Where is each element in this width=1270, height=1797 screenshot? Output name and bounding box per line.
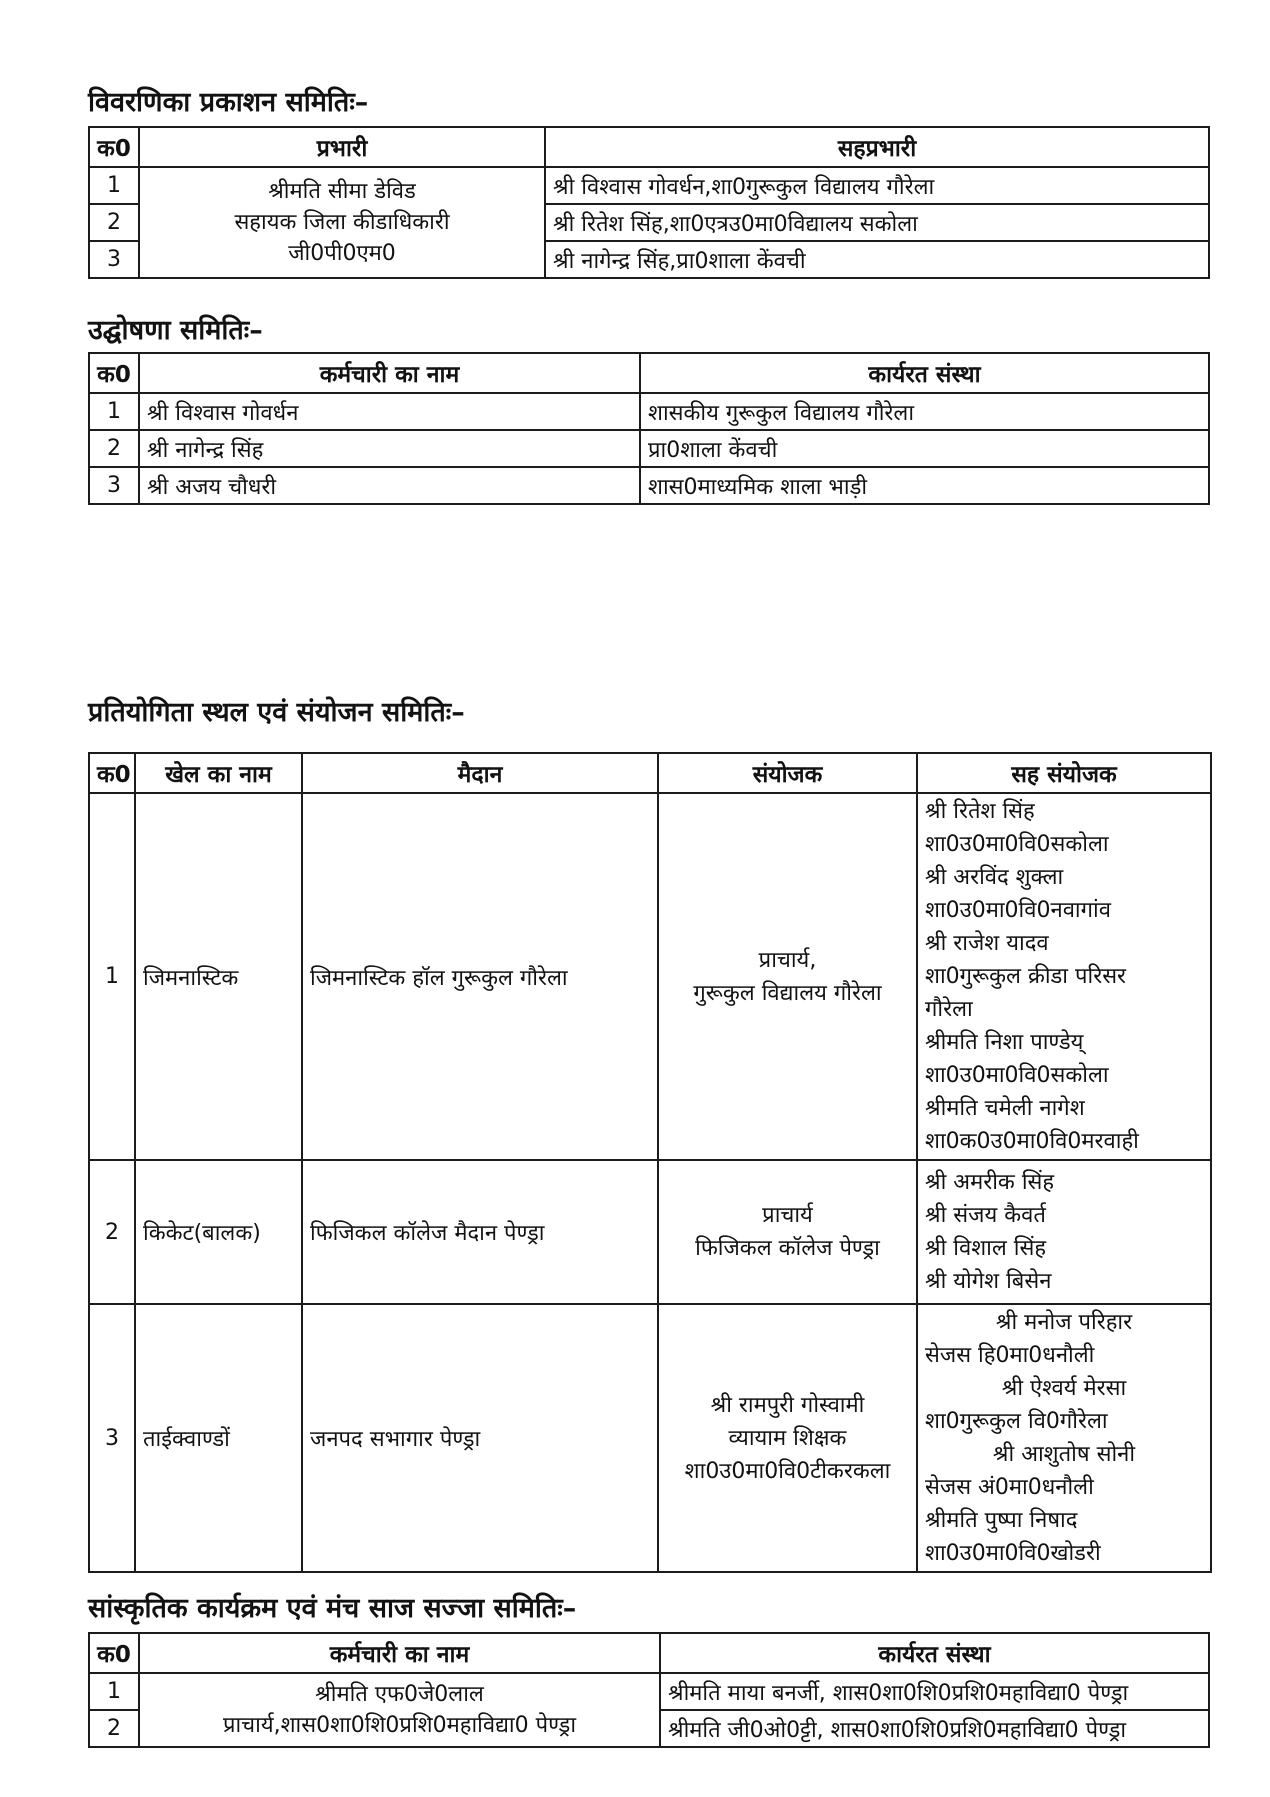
name-cell: श्री नागेन्द्र सिंह (139, 430, 640, 467)
serial-cell: 1 (89, 793, 135, 1160)
header-serial: क0 (89, 753, 135, 793)
committee2-title: उद्घोषणा समितिः– (88, 315, 263, 346)
coordinator-cell (658, 793, 917, 1160)
co-coordinator-line: शा0उ0मा0वि0सकोला (925, 832, 1109, 857)
name-cell: श्री अजय चौधरी (139, 467, 640, 504)
committee3-title: प्रतियोगिता स्थल एवं संयोजन समितिः– (88, 697, 465, 728)
game-cell: जिमनास्टिक (135, 793, 302, 1160)
serial-cell: 3 (89, 467, 139, 504)
co-coordinator-line: श्री मनोज परिहार (995, 1310, 1133, 1335)
co-coordinator-line: शा0गुरूकुल वि0गौरेला (925, 1409, 1108, 1434)
committee2-header-row (89, 353, 1209, 393)
table-row (89, 467, 1209, 504)
coordinator-line: प्राचार्य, (758, 947, 817, 973)
co-coordinator-line: शा0उ0मा0वि0खोडरी (925, 1541, 1101, 1566)
table-row (89, 1304, 1211, 1572)
institution-cell: शासकीय गुरूकुल विद्यालय गौरेला (640, 393, 1209, 430)
incharge-merged-cell (139, 167, 545, 278)
serial-cell: 3 (89, 241, 139, 278)
header-name: कर्मचारी का नाम (139, 353, 640, 393)
header-serial: क0 (89, 1633, 139, 1673)
header-institution: कार्यरत संस्था (660, 1633, 1209, 1673)
committee1-table (88, 126, 1210, 279)
table-row (89, 1673, 1209, 1710)
ground-cell: जिमनास्टिक हॉल गुरूकुल गौरेला (302, 793, 658, 1160)
ground-cell: जनपद सभागार पेण्ड्रा (302, 1304, 658, 1572)
co-coordinator-line: श्री आशुतोष सोनी (992, 1442, 1136, 1467)
header-serial: क0 (89, 353, 139, 393)
committee3-header-row (89, 753, 1211, 793)
coordinator-line: श्री रामपुरी गोस्वामी (710, 1392, 865, 1418)
table-row (89, 167, 1209, 204)
coordinator-line: फिजिकल कॉलेज पेण्ड्रा (695, 1236, 880, 1261)
serial-cell: 1 (89, 167, 139, 204)
serial-cell: 2 (89, 1710, 139, 1747)
header-ground: मैदान (302, 753, 658, 793)
co-coordinator-line: शा0उ0मा0वि0सकोला (925, 1063, 1109, 1088)
serial-cell: 2 (89, 430, 139, 467)
co-incharge-cell: श्री रितेश सिंह,शा0एत्रउ0मा0विद्यालय सकोला (545, 204, 1209, 241)
incharge-line: जी0पी0एम0 (288, 241, 396, 266)
co-coordinator-line: श्रीमति पुष्पा निषाद (925, 1508, 1078, 1533)
committee1-title: विवरणिका प्रकाशन समितिः– (88, 87, 369, 118)
institution-cell: श्रीमति माया बनर्जी, शास0शा0शि0प्रशि0महाविद्या0 पेण्ड्रा (660, 1673, 1209, 1710)
ground-cell: फिजिकल कॉलेज मैदान पेण्ड्रा (302, 1160, 658, 1304)
co-coordinator-line: गौरेला (925, 997, 973, 1022)
serial-cell: 2 (89, 1160, 135, 1304)
co-coordinator-line: सेजस अं0मा0धनौली (925, 1475, 1094, 1500)
institution-cell: श्रीमति जी0ओ0ट्टी, शास0शा0शि0प्रशि0महाविद्या0 पेण्ड्रा (660, 1710, 1209, 1747)
header-incharge: प्रभारी (139, 127, 545, 167)
serial-cell: 2 (89, 204, 139, 241)
co-coordinator-cell (917, 793, 1211, 1160)
co-coordinator-line: श्री राजेश यादव (925, 931, 1049, 956)
header-name: कर्मचारी का नाम (139, 1633, 660, 1673)
committee4-title: सांस्कृतिक कार्यक्रम एवं मंच साज सज्जा समितिः– (88, 1593, 577, 1624)
serial-cell: 1 (89, 1673, 139, 1710)
institution-cell: शास0माध्यमिक शाला भाड़ी (640, 467, 1209, 504)
incharge-line: श्रीमति सीमा डेविड (268, 179, 416, 204)
name-line: श्रीमति एफ0जे0लाल (315, 1682, 484, 1707)
committee1-header-row (89, 127, 1209, 167)
serial-cell: 1 (89, 393, 139, 430)
co-coordinator-line: श्री अमरीक सिंह (925, 1170, 1055, 1195)
coordinator-line: शा0उ0मा0वि0टीकरकला (684, 1458, 891, 1484)
co-coordinator-line: शा0क0उ0मा0वि0मरवाही (925, 1129, 1139, 1154)
co-coordinator-line: श्रीमति निशा पाण्डेय् (925, 1030, 1084, 1055)
committee4-table (88, 1632, 1210, 1748)
co-coordinator-cell (917, 1160, 1211, 1304)
co-coordinator-line: श्री अरविंद शुक्ला (925, 865, 1064, 890)
name-line: प्राचार्य,शास0शा0शि0प्रशि0महाविद्या0 पेण्ड्रा (222, 1713, 577, 1738)
header-game: खेल का नाम (135, 753, 302, 793)
coordinator-line: प्राचार्य (762, 1203, 813, 1228)
co-coordinator-cell (917, 1304, 1211, 1572)
header-co-coordinator: सह संयोजक (917, 753, 1211, 793)
coordinator-cell (658, 1160, 917, 1304)
game-cell: ताईक्वाण्डों (135, 1304, 302, 1572)
header-serial: क0 (89, 127, 139, 167)
committee2-table (88, 352, 1210, 505)
co-coordinator-line: शा0गुरूकुल क्रीडा परिसर (925, 964, 1127, 989)
header-co-incharge: सहप्रभारी (545, 127, 1209, 167)
header-institution: कार्यरत संस्था (640, 353, 1209, 393)
game-cell: किकेट(बालक) (135, 1160, 302, 1304)
serial-cell: 3 (89, 1304, 135, 1572)
table-row (89, 1160, 1211, 1304)
co-incharge-cell: श्री विश्वास गोवर्धन,शा0गुरूकुल विद्यालय गौरेला (545, 167, 1209, 204)
table-row (89, 430, 1209, 467)
co-coordinator-line: श्री विशाल सिंह (925, 1236, 1047, 1261)
co-coordinator-line: श्री ऐश्वर्य मेरसा (1001, 1376, 1127, 1401)
table-row (89, 393, 1209, 430)
coordinator-line: गुरूकुल विद्यालय गौरेला (693, 980, 882, 1006)
header-coordinator: संयोजक (658, 753, 917, 793)
co-coordinator-line: श्रीमति चमेली नागेश (925, 1096, 1085, 1121)
co-coordinator-line: श्री संजय कैवर्त (925, 1203, 1046, 1228)
name-merged-cell (139, 1673, 660, 1747)
co-incharge-cell: श्री नागेन्द्र सिंह,प्रा0शाला केंवची (545, 241, 1209, 278)
coordinator-line: व्यायाम शिक्षक (728, 1425, 847, 1451)
coordinator-cell (658, 1304, 917, 1572)
name-cell: श्री विश्वास गोवर्धन (139, 393, 640, 430)
co-coordinator-line: सेजस हि0मा0धनौली (925, 1343, 1095, 1368)
incharge-line: सहायक जिला कीडाधिकारी (234, 210, 450, 235)
institution-cell: प्रा0शाला केंवची (640, 430, 1209, 467)
co-coordinator-line: श्री रितेश सिंह (925, 799, 1035, 824)
co-coordinator-line: श्री योगेश बिसेन (925, 1269, 1052, 1294)
table-row (89, 793, 1211, 1160)
co-coordinator-line: शा0उ0मा0वि0नवागांव (925, 898, 1111, 923)
committee3-table (88, 752, 1212, 1573)
committee4-header-row (89, 1633, 1209, 1673)
